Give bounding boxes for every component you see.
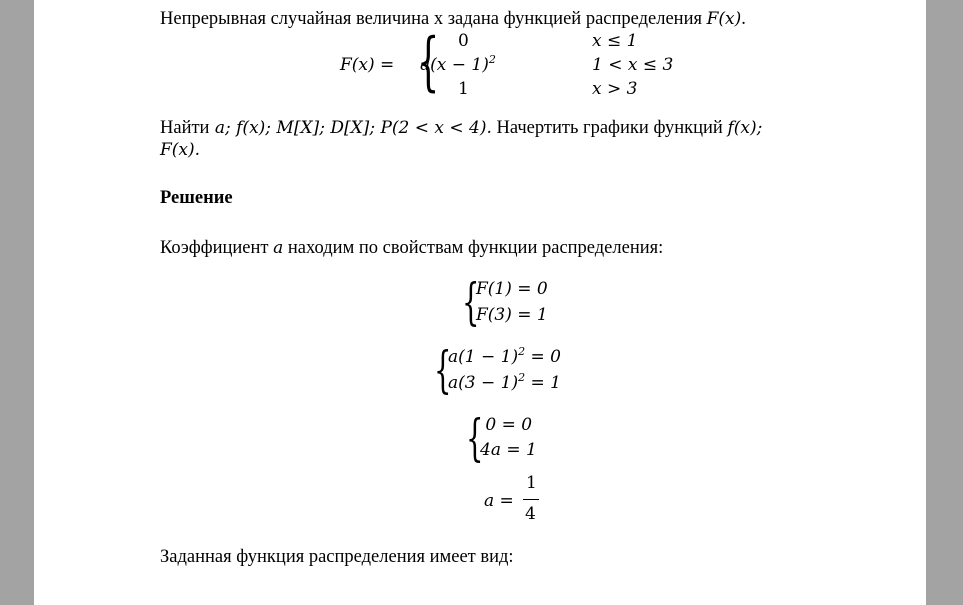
- system2-row1: $a(1 - 1)^2 = 0$: [448, 345, 561, 367]
- piecewise-row2-cond: 1 < x ≤ 3: [592, 55, 674, 75]
- problem-intro: [160, 10, 746, 29]
- intro-text: Непрерывная случайная величина x задана функцией распределения: [160, 9, 702, 29]
- find-Fx: F(x).: [160, 140, 201, 160]
- system1-row2: F(3) = 1: [476, 305, 548, 325]
- intro-func: F(x): [706, 9, 742, 29]
- system3-brace: {: [466, 409, 484, 467]
- fraction-bar: [523, 499, 539, 500]
- result-denominator: 4: [525, 504, 536, 524]
- coef-line: Коэффициент a находим по свойствам функции распределения:: [160, 238, 664, 258]
- piecewise-row3-expr: 1: [458, 79, 469, 99]
- find-tail: Начертить графики функций: [496, 118, 723, 138]
- system3-row2: 4a = 1: [480, 440, 537, 460]
- system1-brace: {: [462, 273, 480, 331]
- piecewise-lhs: F(x) =: [340, 55, 395, 75]
- find-prefix: Найти: [160, 118, 210, 138]
- result-numerator: 1: [526, 473, 537, 493]
- find-items: a; f(x); M[X]; D[X]; P(2 < x < 4).: [209, 118, 492, 138]
- intro-dot: .: [741, 9, 746, 29]
- result-lhs: a =: [484, 491, 514, 511]
- left-gutter: [0, 0, 34, 605]
- system2-row2: $a(3 - 1)^2 = 1$: [448, 371, 561, 393]
- piecewise-row2-expr: $a(x - 1)^2$: [420, 53, 496, 75]
- piecewise-row1-expr: 0: [458, 31, 469, 51]
- piecewise-brace: {: [417, 25, 440, 99]
- solution-heading: Решение: [160, 188, 233, 208]
- find-fx: f(x);: [727, 118, 763, 138]
- final-text: Заданная функция распределения имеет вид:: [160, 547, 514, 567]
- system2-brace: {: [434, 341, 452, 399]
- task-line: [160, 119, 762, 138]
- piecewise-row1-cond: x ≤ 1: [592, 31, 638, 51]
- piecewise-row3-cond: x > 3: [592, 79, 638, 99]
- document-page: [34, 0, 926, 605]
- right-gutter: [926, 0, 963, 605]
- system3-row1: 0 = 0: [480, 415, 533, 435]
- system1-row1: F(1) = 0: [476, 279, 548, 299]
